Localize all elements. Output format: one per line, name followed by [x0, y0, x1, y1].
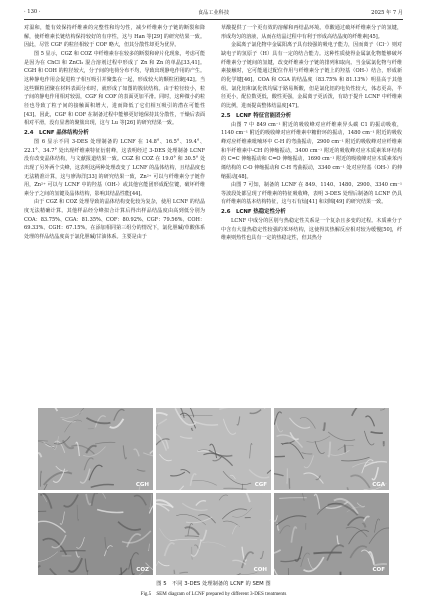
fiber-strand — [60, 551, 86, 552]
tile-label: CGA — [372, 482, 385, 488]
sem-image-tile — [38, 493, 153, 575]
paragraph: 金属离子氯化物中金属阳离子具有较强的吸电子能力，因而离子（Cl⁻）则对缺电子的氢原子（H）具有一定的结合能力。这种性质使得金属氯化物能够破坏纤维素分子链间的氢键，改变纤维素分子链的排列和取向。当金属氯化物与纤维素接触时，它可能通过配位作用与纤维素分子链上的羟基（OH-）结合，形成新的化学键[46]。COA 和 CGA 的结晶度（83.75% 和 81.13%）明显高于其他组。氯化铝和氯化铁均属于路易斯酸，但是氯化铝的电负性较大，体态更高，半径更小，配位数更低，酸性更强，金属离子更活泼，有助于提升 LCNF 中纤维素的比例，进而提高整体结晶度[47]。 — [221, 42, 402, 109]
sem-micrograph — [38, 493, 153, 575]
paragraph: LCNF 中成分的区别与热稳定性关系是一个复杂且多变的过程。木质素分子中含有大量热稳定性较强的苯环结构，这使得其热解反应相对较为缓慢[50]，纤维素则热性也具有一定的热稳定性，但其热分 — [221, 218, 402, 242]
sem-image-tile — [156, 493, 271, 575]
sem-image-tile — [274, 408, 389, 490]
section-heading: 2.4 LCNF 晶体结构分析 — [24, 129, 89, 136]
paragraph: 由于 CGZ 和 COZ 处理导致的晶体结构变化较为复杂，使用 LCNF 的结晶度无法精确计算。其他样品经分峰拟合计算后得出样品结晶度由高到低分别为 COA：83.75%、CGA：81.35%、COF：80.92%、CGF：79.56%、COH：69.33%、CGH：67.15%。在添加相同第三组分的情况下，氯化胆碱/草酸体系处理的样品结晶度高于氯化胆碱/甘油体系。主要是由于 — [24, 199, 205, 241]
tile-label: COF — [372, 567, 385, 573]
sem-micrograph — [38, 408, 153, 490]
figure-caption-english: Fig.5 SEM diagram of LCNF prepared by different 3-DES treatments — [140, 591, 287, 597]
journal-name: 食品工业科技 — [197, 10, 230, 16]
sem-image-tile — [156, 408, 271, 490]
issue-date: 2025 年 7 月 — [371, 10, 403, 16]
fiber-strand — [313, 553, 341, 554]
page-number: · 130 · — [24, 9, 41, 15]
tile-label: CGH — [135, 482, 149, 488]
paragraph: 图 6 显示不同 3-DES 处理制备的 LCNF 在 14.8°、16.5°、19.4°、22.1°、34.7° 处出现纤维素特征衍射峰，这表明经过 3-DES 处理制备 LCNF 没有改变晶体结构，与文献报道结果一致。CGZ 和 COZ 在 19.0° 和 30.5° 处出现了另外两个尖峰，这表明这两种处理改变了 LCNF 的晶体结构，且结晶度也无法精准计算，这与廖海洋[33] 的研究结果一致，Zn²⁺ 可以与纤维素分子链作用，Zn²⁺ 可以与 LCNF 中的羟基（OH-）或其他官能团形成配位键，破坏纤维素分子之间的氢键及晶体结构，影响其结晶性能[44]。 — [24, 138, 205, 197]
paragraph: 对温和，能有效保持纤维素的完整性和均匀性，减少纤维素分子链的断裂和降解，使纤维素长链结构保持较好的有序性，这与 Han 等[29] 的研究结果一致。因此，尽管 CGF 的粒径相较于 COF 略大，但其分散性却更为优异。 — [24, 25, 205, 49]
section-heading: 2.6 LCNF 热稳定性分析 — [221, 209, 286, 216]
figure-caption-chinese: 图 5 不同 3-DES 处理制备的 LCNF 的 SEM 图 — [156, 581, 271, 587]
sem-micrograph — [274, 493, 389, 575]
paragraph: 图 5 显示，CGZ 和 COZ 中纤维素存在较多的断裂和碎片化现象，考虑可能是因为在 ChCl 和 ZnCl₂ 混合溶剂过程中形成了 Zn 和 Zn 的单晶[33,41]。CGH 和 COH 的粒径较大，分子间的电荷分布不均，导致出现静电作用的产生。这种静电作用会促进粒子相互吸引并聚集在一起，形成较大的颗粒团聚[42]。当这些颗粒团聚在材料表面分布时，就形成了如图的簇状结构。由于粒径较小，粒子间的静电作用相对较弱，CGF 和 COF 的表面更加平滑。同时，这种微小的粒径也导致了粒子间的接触面积增大，进而降低了它们相互吸引的潜在可能性[43]。因此，CGF 和 COF 在制备过程中能够更好地保持其分散性，干燥后表面相对平滑，没有显著的聚簇出现，这与 Lu 等[26] 的研究结果一致。 — [24, 50, 205, 127]
right-column — [221, 24, 402, 243]
tile-label: CGF — [254, 482, 267, 488]
paragraph: 由图 7 中 849 cm⁻¹ 附近的吸收峰对应纤维素异头碳 C1 的振动吸收，1140 cm⁻¹ 附近的吸收峰对应纤维素中糖酐环的振动，1480 cm⁻¹ 附近的吸收峰对应纤维素吡喃环中 C-H 的弯曲振动，2900 cm⁻¹ 附近的吸收峰对应纤维素和半纤维素中-CH 的伸缩振动，3400 cm⁻¹ 附近的吸收峰对应木质素苯环结构的 C=C 伸缩振动和 C=O 伸缩振动，1690 cm⁻¹ 附近的吸收峰对应木质素苯丙烯结构的 C-O 伸缩振动和 C-H 弯曲振动，3340 cm⁻¹ 处对应羟基（OH-）的伸缩振动[48]。 — [221, 121, 402, 180]
sem-micrograph — [156, 493, 271, 575]
sem-image-tile — [274, 493, 389, 575]
paragraph: 草酸提供了一个更有效的溶解和再结晶环境。草酸通过破坏纤维素分子的氢键，形成均匀的溶液，从而在结晶过程中有利于形成高结晶度的纤维素[45]。 — [221, 25, 402, 40]
section-heading: 2.5 LCNF 特征官能团分析 — [221, 112, 292, 119]
fiber-strand — [345, 445, 346, 452]
left-column — [24, 24, 205, 242]
tile-label: COH — [253, 567, 267, 573]
sem-image-tile — [38, 408, 153, 490]
header-rule — [24, 19, 403, 20]
tile-label: COZ — [136, 567, 149, 573]
sem-micrograph — [156, 408, 271, 490]
sem-figure — [38, 408, 390, 576]
paragraph: 由图 7 可知，制备的 LCNF 在 849、1140、1480、2900、3340 cm⁻¹ 等波段处都呈现了纤维素的特征吸收峰，表明 3-DES 处理后制备的 LCNF 仍具有纤维素的基本结构特征，这与石有灿[41] 和刘锦[49] 的研究结果一致。 — [221, 182, 402, 206]
sem-micrograph — [274, 408, 389, 490]
